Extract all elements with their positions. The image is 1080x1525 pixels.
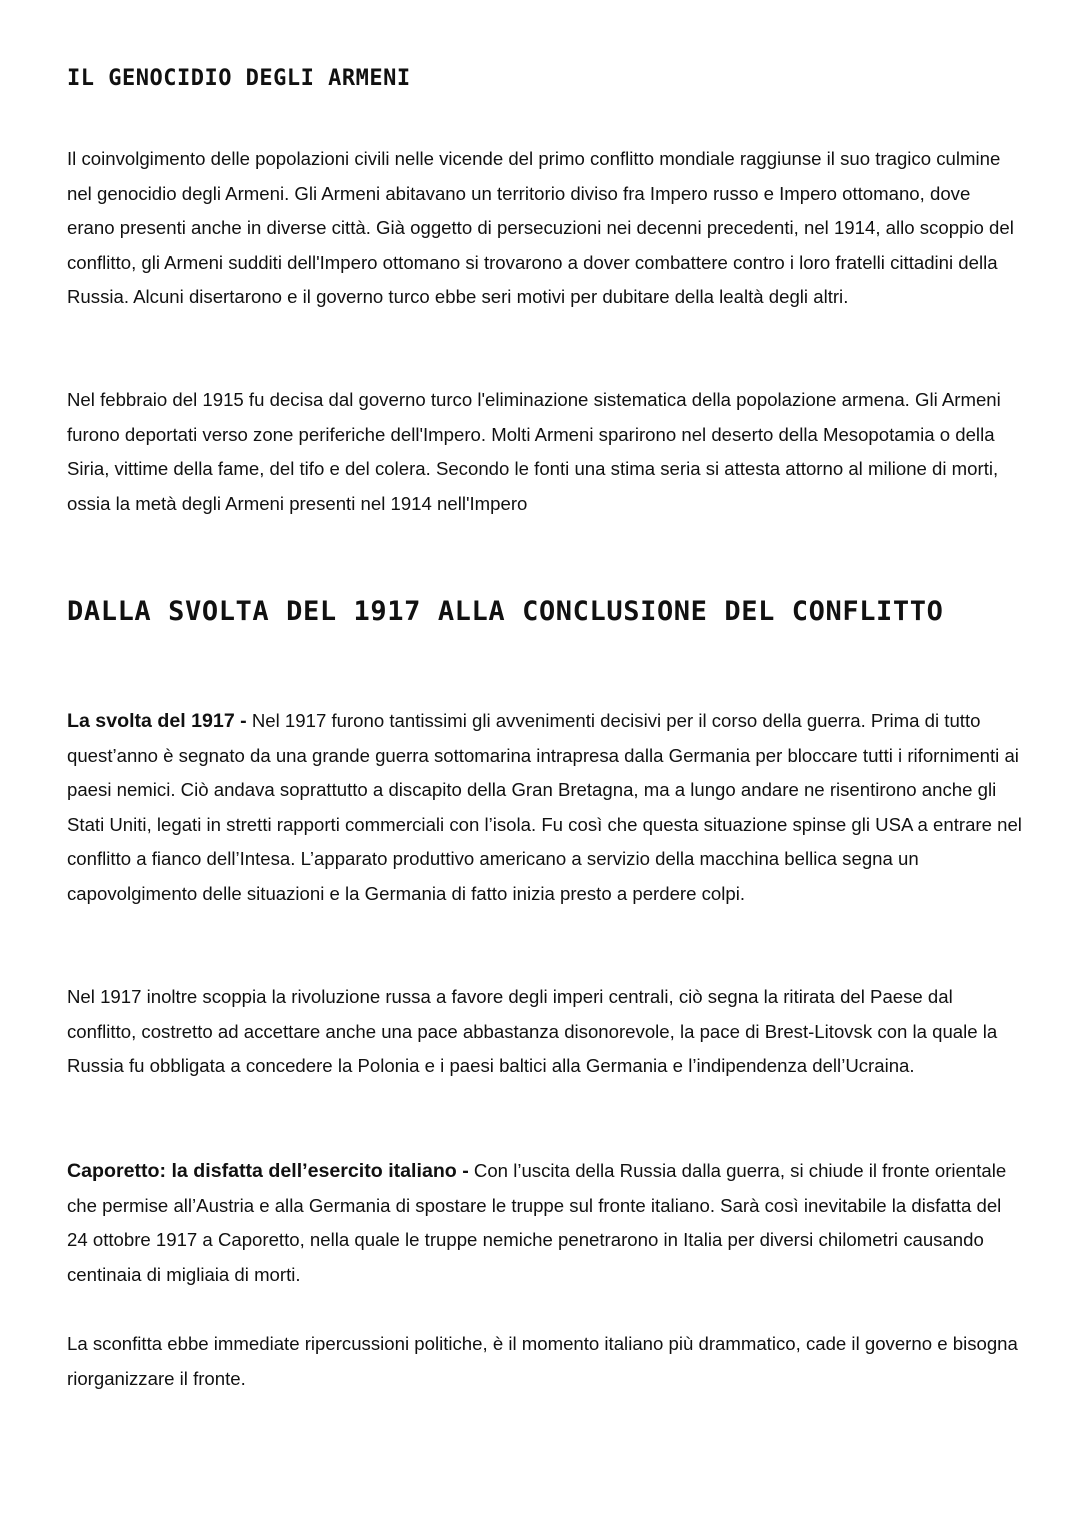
paragraph-armenian-deportation: Nel febbraio del 1915 fu decisa dal governo turco l'eliminazione sistematica della popolazione armena. Gli Armeni furono deportati verso zone periferiche dell'Impero. Molti Armeni sparirono nel deserto della Mesopotamia o della Siria, vittime della fame, del tifo e del colera. Secondo le fonti una stima seria si attesta attorno al milione di morti, ossia la metà degli Armeni presenti nel 1914 nell'Impero — [67, 389, 1001, 514]
subheading-caporetto: Caporetto: la disfatta dell’esercito italiano - — [67, 1160, 469, 1182]
paragraph-russian-revolution: Nel 1917 inoltre scoppia la rivoluzione russa a favore degli imperi centrali, ciò segna la ritirata del Paese dal conflitto, costretto ad accettare anche una pace abbastanza disonorevole, la pace di Brest-Litovsk con la quale la Russia fu obbligata a concedere la Polonia e i paesi baltici alla Germania e l’indipendenza dell’Ucraina. — [67, 986, 998, 1076]
subheading-svolta-1917: La svolta del 1917 - — [67, 710, 247, 732]
paragraph-svolta-1917 — [67, 704, 1022, 911]
paragraph-armenian-intro: Il coinvolgimento delle popolazioni civili nelle vicende del primo conflitto mondiale raggiunse il suo tragico culmine nel genocidio degli Armeni. Gli Armeni abitavano un territorio diviso fra Impero russo e Impero ottomano, dove erano presenti anche in diverse città. Già oggetto di persecuzioni nei decenni precedenti, nel 1914, allo scoppio del conflitto, gli Armeni sudditi dell'Impero ottomano si trovarono a dover combattere contro i loro fratelli cittadini della Russia. Alcuni disertarono e il governo turco ebbe seri motivi per dubitare della lealtà degli altri. — [67, 148, 1014, 307]
paragraph-svolta-text: Nel 1917 furono tantissimi gli avvenimenti decisivi per il corso della guerra. Prima di tutto quest’anno è segnato da una grande guerra sottomarina intrapresa dalla Germania per bloccare tutti i rifornimenti ai paesi nemici. Ciò andava soprattutto a discapito della Gran Bretagna, ma a lungo andare ne risentirono anche gli Stati Uniti, legati in stretti rapporti commerciali con l’isola. Fu così che questa situazione spinse gli USA a entrare nel conflitto a fianco dell’Intesa. L’apparato produttivo americano a servizio della macchina bellica segna un capovolgimento delle situazioni e la Germania di fatto inizia presto a perdere colpi. — [67, 710, 1022, 904]
paragraph-sconfitta: La sconfitta ebbe immediate ripercussioni politiche, è il momento italiano più drammatico, cade il governo e bisogna riorganizzare il fronte. — [67, 1333, 1018, 1389]
paragraph-caporetto-text: Con l’uscita della Russia dalla guerra, si chiude il fronte orientale che permise all’Austria e alla Germania di spostare le truppe sul fronte italiano. Sarà così inevitabile la disfatta del 24 ottobre 1917 a Caporetto, nella quale le truppe nemiche penetrarono in Italia per diversi chilometri causando centinaia di migliaia di morti. — [67, 1160, 1007, 1285]
paragraph-caporetto — [67, 1154, 1022, 1292]
section-title-armenian-genocide: IL GENOCIDIO DEGLI ARMENI — [67, 66, 411, 91]
section-title-1917-turning-point: DALLA SVOLTA DEL 1917 ALLA CONCLUSIONE DEL CONFLITTO — [67, 596, 944, 627]
